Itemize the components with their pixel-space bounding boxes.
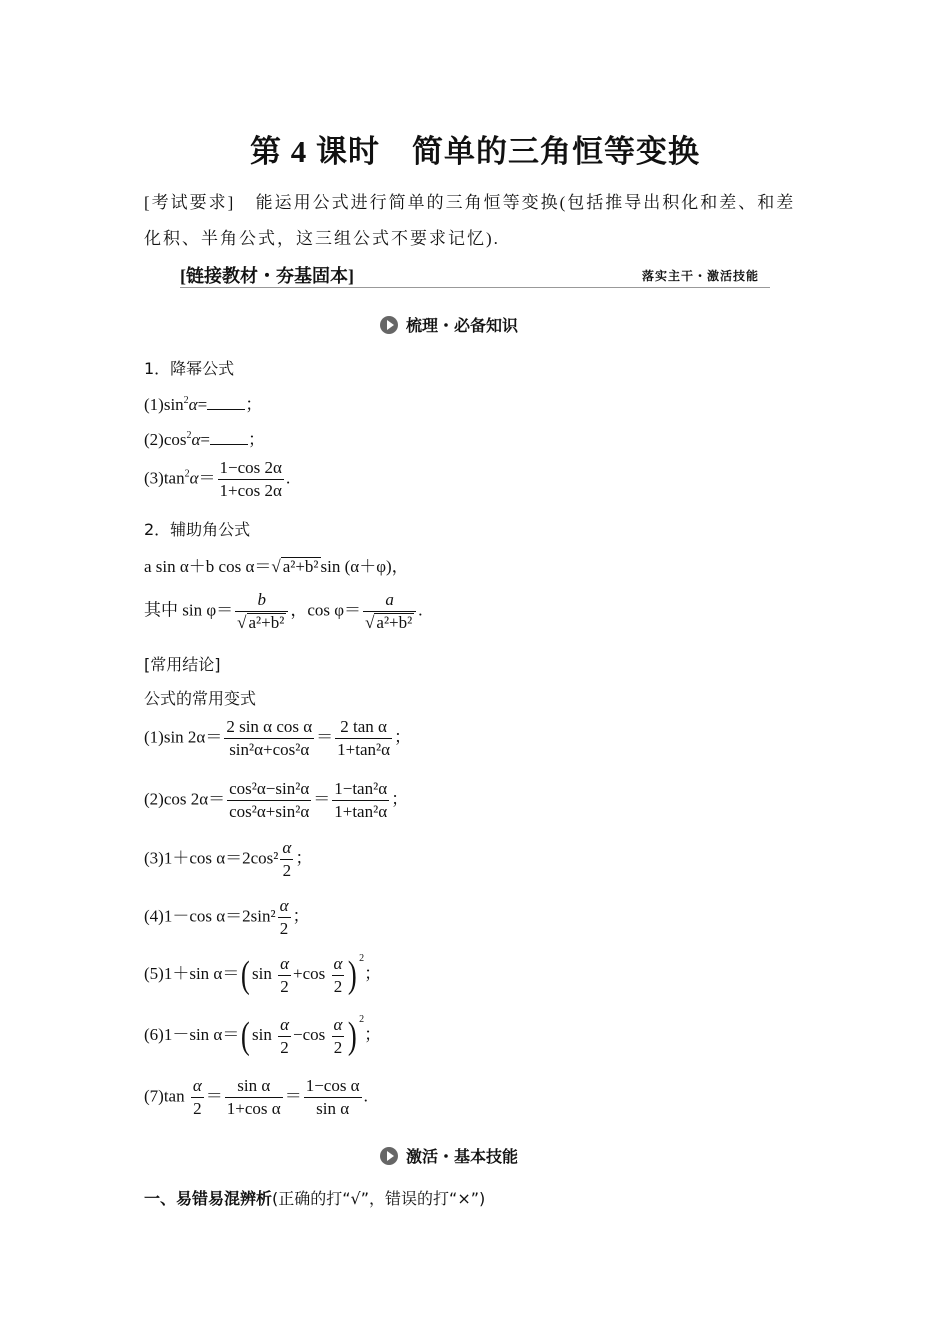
aux2-prefix: 其中 sin φ＝	[144, 600, 234, 620]
question-1-heading	[144, 1186, 485, 1209]
fraction: $\frac{\alpha}{2}$	[279, 896, 289, 938]
fraction	[235, 590, 288, 633]
subsection-knowledge	[380, 313, 518, 336]
variant-7: (7)tan $\frac{\alpha}{2}$ ＝ $\frac{\text{sin α}}{\text{1+cos α}}$ ＝ $\frac{\text{1−cos α}}{\text{sin α}}$ .	[144, 1076, 368, 1118]
item-power-reduction: 1．降幂公式	[144, 359, 235, 378]
variant-5-prefix: (5)1＋sin α＝	[144, 964, 240, 983]
sqrt-icon: √	[271, 557, 281, 576]
aux2-mid: ，cos φ＝	[290, 600, 362, 620]
fraction: $\frac{\alpha}{2}$	[282, 838, 292, 880]
aux-formula-right: sin (α＋φ)，	[320, 557, 409, 576]
exam-requirement-line-1	[144, 188, 795, 213]
denominator: 1+cos 2α	[219, 481, 282, 500]
variant-6: (6)1－sin α＝( sin $\frac{\alpha}{2}$ −cos $\frac{\alpha}{2}$ ) $^2$；	[144, 1014, 382, 1058]
formula-3-prefix: (3)tan	[144, 468, 185, 488]
variant-1: (1)sin 2α＝ $\frac{\text{2 sin α cos α}}{\text{sin²α+cos²α}}$ ＝ $\frac{\text{2 tan α}}{\text{1+tan²α}}$ ；	[144, 717, 412, 759]
variant-2-prefix: (2)cos 2α＝	[144, 789, 226, 809]
fraction: $\frac{\alpha}{2}$	[333, 953, 343, 996]
play-circle-icon	[380, 1147, 398, 1165]
aux-formula	[144, 552, 409, 577]
fraction: $\frac{\text{2 sin α cos α}}{\text{sin²α+cos²α}}$	[226, 717, 313, 759]
numerator: a	[363, 590, 416, 612]
formula-2-prefix: (2)cos	[144, 430, 187, 449]
fraction: $\frac{\alpha}{2}$	[280, 1014, 290, 1057]
exam-requirement-tag: [考试要求]	[144, 193, 236, 212]
formula-1-eq: =	[197, 395, 208, 414]
variant-4-prefix: (4)1－cos α＝2sin²	[144, 906, 276, 926]
exam-requirement-text-1: 能运用公式进行简单的三角恒等变换(包括推导出积化和差、和差	[255, 193, 796, 212]
variant-2: (2)cos 2α＝ $\frac{\text{cos²α−sin²α}}{\text{cos²α+sin²α}}$ ＝ $\frac{\text{1−tan²α}}{\text{1+tan²α}}$ ；	[144, 779, 409, 821]
subsection-skills	[380, 1144, 518, 1167]
fraction: $\frac{\text{2 tan α}}{\text{1+tan²α}}$	[337, 717, 391, 759]
question-1-rest: (正确的打“√”，错误的打“×”)	[272, 1189, 486, 1208]
exam-requirement-text-2: 化积、半角公式，这三组公式不要求记忆).	[144, 229, 500, 248]
fraction: $\frac{\text{sin α}}{\text{1+cos α}}$	[226, 1076, 281, 1118]
variant-4: (4)1－cos α＝2sin² $\frac{\alpha}{2}$ ；	[144, 896, 310, 938]
formula-1: $(1)\sin^2\alpha=$ ；	[144, 395, 263, 414]
section-right-label: 落实主干・激活技能	[642, 269, 760, 283]
common-conclusion-sub: 公式的常用变式	[144, 689, 257, 708]
formula-1-prefix: (1)sin	[144, 395, 184, 414]
fraction: $\frac{\alpha}{2}$	[280, 953, 290, 996]
formula-1-end: ；	[245, 395, 263, 414]
subsection-skills-label: 激活・基本技能	[406, 1147, 519, 1166]
formula-2-eq: =	[200, 430, 211, 449]
variant-6-prefix: (6)1－sin α＝	[144, 1025, 240, 1044]
fraction: $\frac{\text{1−tan²α}}{\text{1+tan²α}}$	[334, 779, 388, 821]
numerator: 1−cos 2α	[218, 458, 284, 480]
aux-sqrt: a²+b²	[282, 557, 319, 576]
answer-blank[interactable]	[207, 395, 245, 410]
formula-2-end: ；	[248, 430, 266, 449]
variant-7-prefix: (7)tan	[144, 1086, 185, 1106]
fraction: $\frac{\alpha}{2}$	[192, 1076, 202, 1118]
fraction	[218, 458, 284, 501]
page-title: 第 4 课时 简单的三角恒等变换	[250, 134, 700, 169]
denominator: √ a²+b²	[237, 613, 285, 632]
numerator: b	[235, 590, 288, 612]
variant-5: (5)1＋sin α＝( sin $\frac{\alpha}{2}$ +cos $\frac{\alpha}{2}$ ) $^2$；	[144, 953, 382, 997]
aux-formula-2: 其中 sin φ＝ $\frac{b}{\text{√ a²+b²}}$ ，cos φ＝ $\frac{a}{\text{√ a²+b²}}$ .	[144, 590, 423, 632]
question-1-bold: 一、易错易混辨析	[144, 1189, 273, 1208]
fraction: $\frac{\text{cos²α−sin²α}}{\text{cos²α+sin²α}}$	[229, 779, 310, 821]
fraction: $\frac{\alpha}{2}$	[333, 1014, 343, 1057]
variant-1-prefix: (1)sin 2α＝	[144, 727, 223, 747]
common-conclusion-tag: [常用结论]	[144, 655, 221, 674]
section-heading: [链接教材・夯基固本]	[180, 266, 354, 286]
answer-blank[interactable]	[210, 430, 248, 445]
variant-3-prefix: (3)1＋cos α＝2cos²	[144, 848, 279, 868]
variant-3: (3)1＋cos α＝2cos² $\frac{\alpha}{2}$ ；	[144, 838, 313, 880]
item-auxiliary-angle: 2．辅助角公式	[144, 520, 251, 539]
formula-2: $(2)\cos^2\alpha=$ ；	[144, 430, 266, 449]
play-circle-icon	[380, 316, 398, 334]
fraction: $\frac{\text{1−cos α}}{\text{sin α}}$	[305, 1076, 360, 1118]
section-divider	[180, 287, 770, 288]
aux-formula-left: a sin α＋b cos α＝	[144, 557, 272, 576]
fraction	[363, 590, 416, 633]
subsection-knowledge-label: 梳理・必备知识	[406, 316, 519, 335]
formula-3: $(3)\tan^2\alpha=$ $\frac{1-\cos 2\alpha}{1+\cos 2\alpha}$ .	[144, 458, 291, 500]
denominator: √ a²+b²	[365, 613, 413, 632]
